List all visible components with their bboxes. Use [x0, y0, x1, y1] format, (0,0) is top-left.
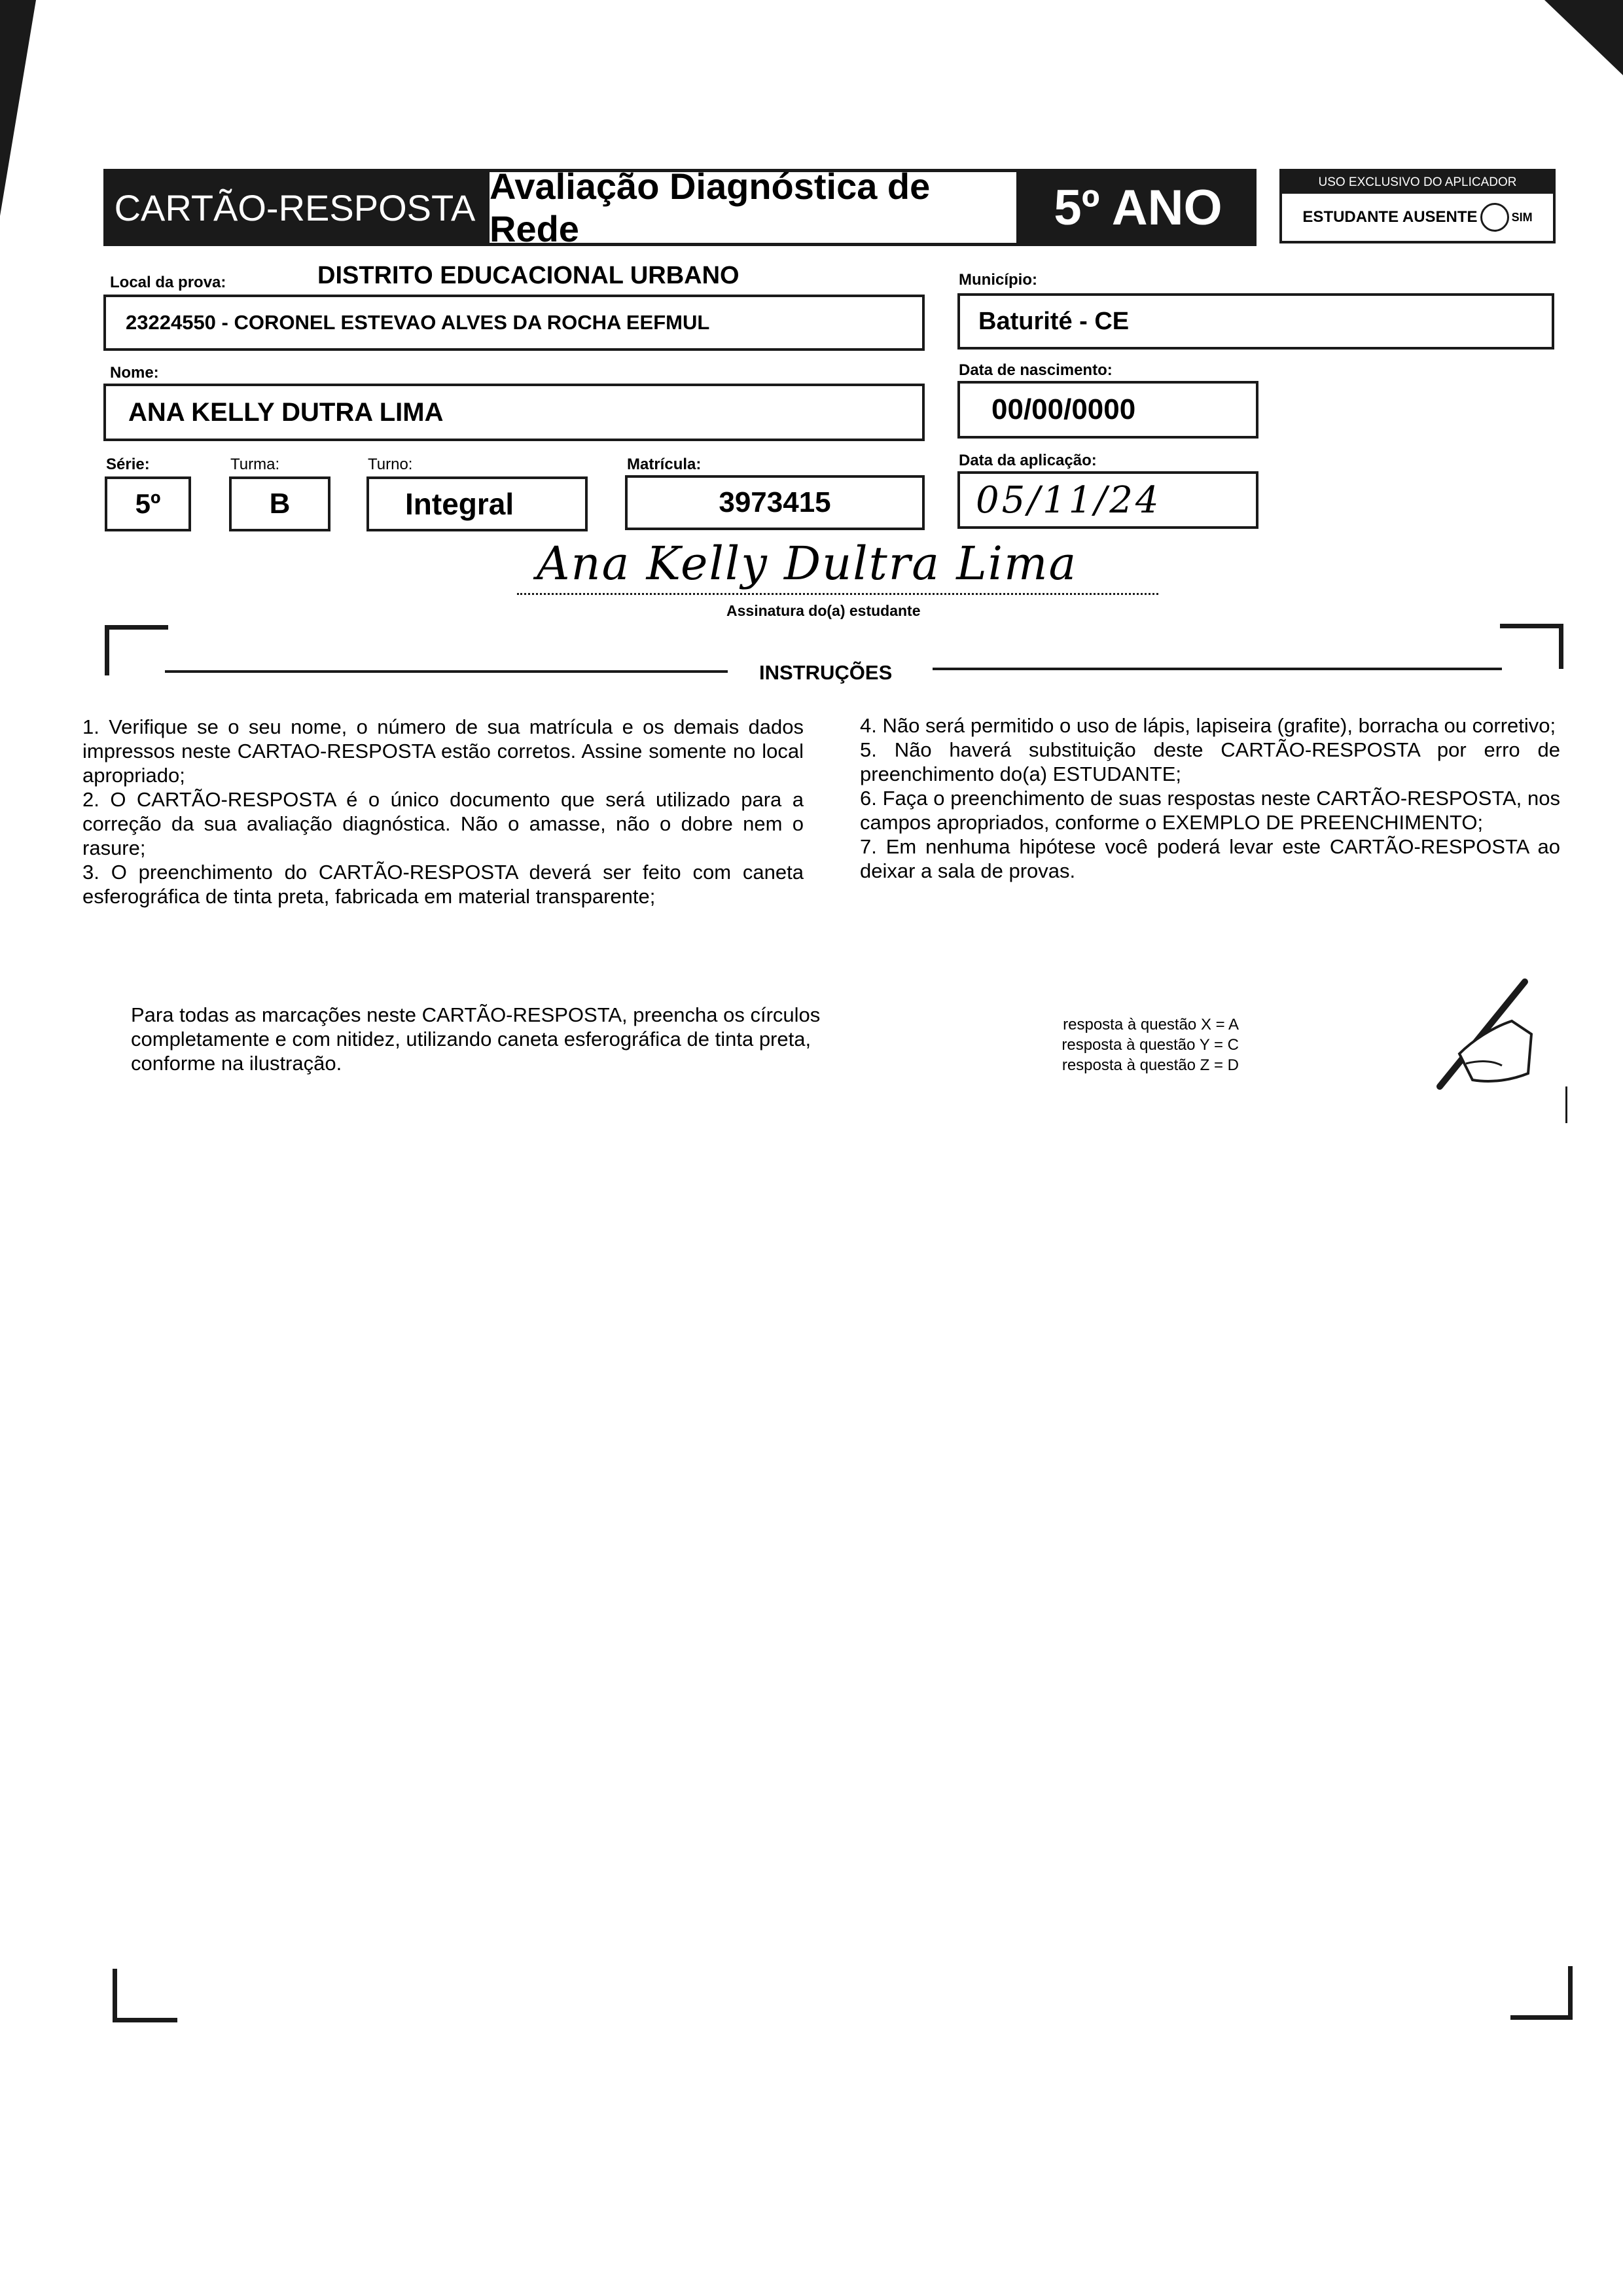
turma-label: Turma: — [230, 456, 280, 473]
local-label: Local da prova: — [110, 274, 226, 291]
example-legend — [1026, 1014, 1239, 1075]
scan-corner-top-right — [1544, 0, 1623, 79]
applicator-box — [1279, 169, 1556, 243]
municipio-label: Município: — [959, 271, 1037, 289]
instructions-right — [860, 713, 1560, 883]
nome-field: ANA KELLY DUTRA LIMA — [103, 384, 925, 441]
instructions-title: INSTRUÇÕES — [759, 661, 893, 684]
grade-title: 5º ANO — [1020, 169, 1257, 246]
instruction-1: 1. Verifique se o seu nome, o número de sua matrícula e os demais dados impressos neste CARTAO-RESPOSTA estão corretos. Assine somente no local apropriado; — [82, 715, 804, 787]
nascimento-label: Data de nascimento: — [959, 361, 1113, 379]
turma-field: B — [229, 476, 330, 531]
serie-field: 5º — [105, 476, 191, 531]
signature-line — [517, 593, 1158, 595]
card-title: CARTÃO-RESPOSTA — [103, 169, 486, 246]
nascimento-field: 00/00/0000 — [957, 381, 1258, 439]
turno-label: Turno: — [368, 456, 413, 473]
absent-option: SIM — [1511, 210, 1533, 224]
signature-caption: Assinatura do(a) estudante — [726, 602, 921, 619]
matricula-field: 3973415 — [625, 475, 925, 530]
corner-mark-tl — [105, 625, 168, 675]
qr-code — [1304, 382, 1507, 585]
instruction-4: 4. Não será permitido o uso de lápis, lapiseira (grafite), borracha ou corretivo; — [860, 714, 1556, 737]
turno-field: Integral — [366, 476, 588, 531]
aplicacao-field: 05/11/24 — [957, 471, 1258, 529]
local-value: DISTRITO EDUCACIONAL URBANO — [317, 262, 740, 289]
instructions-left — [82, 715, 804, 908]
example-legend-x: resposta à questão X = A — [1063, 1016, 1239, 1033]
instruction-6: 6. Faça o preenchimento de suas respostas neste CARTÃO-RESPOSTA, nos campos apropriados, conforme o EXEMPLO DE PREENCHIMENTO; — [860, 787, 1560, 834]
corner-mark-br — [1510, 1966, 1573, 2020]
nome-label: Nome: — [110, 364, 159, 382]
signature: Ana Kelly Dultra Lima — [537, 537, 1078, 590]
instruction-3: 3. O preenchimento do CARTÃO-RESPOSTA deverá ser feito com caneta esferográfica de tinta preta, fabricada em material transparente; — [82, 861, 804, 908]
scan-corner-top-left — [0, 0, 39, 223]
municipio-field: Baturité - CE — [957, 293, 1554, 350]
instructions-rule-left — [165, 670, 728, 673]
corner-mark-tr — [1500, 624, 1563, 669]
fill-note: Para todas as marcações neste CARTÃO-RESPOSTA, preencha os círculos completamente e com nitidez, utilizando caneta esferográfica de tinta preta, conforme na ilustração. — [131, 1003, 821, 1075]
corner-mark-bl — [113, 1969, 177, 2022]
absent-bubble[interactable] — [1480, 203, 1509, 232]
applicator-caption: USO EXCLUSIVO DO APLICADOR — [1282, 171, 1553, 194]
instruction-5: 5. Não haverá substituição deste CARTÃO-RESPOSTA por erro de preenchimento do(a) ESTUDANTE; — [860, 738, 1560, 785]
school-field: 23224550 - CORONEL ESTEVAO ALVES DA ROCHA EEFMUL — [103, 295, 925, 351]
serie-label: Série: — [106, 456, 150, 473]
pen-hand-icon — [1420, 975, 1538, 1100]
eval-title: Avaliação Diagnóstica de Rede — [486, 169, 1020, 246]
scan-mark-right — [1565, 1086, 1567, 1123]
matricula-label: Matrícula: — [627, 456, 702, 473]
example-legend-y: resposta à questão Y = C — [1061, 1036, 1239, 1054]
instructions-rule-right — [933, 668, 1502, 670]
example-legend-z: resposta à questão Z = D — [1061, 1056, 1239, 1074]
aplicacao-label: Data da aplicação: — [959, 452, 1097, 469]
absent-label: ESTUDANTE AUSENTE — [1302, 208, 1478, 226]
instruction-2: 2. O CARTÃO-RESPOSTA é o único documento que será utilizado para a correção da sua avaliação diagnóstica. Não o amasse, não o dobre nem o rasure; — [82, 788, 804, 859]
instruction-7: 7. Em nenhuma hipótese você poderá levar este CARTÃO-RESPOSTA ao deixar a sala de provas. — [860, 835, 1560, 882]
